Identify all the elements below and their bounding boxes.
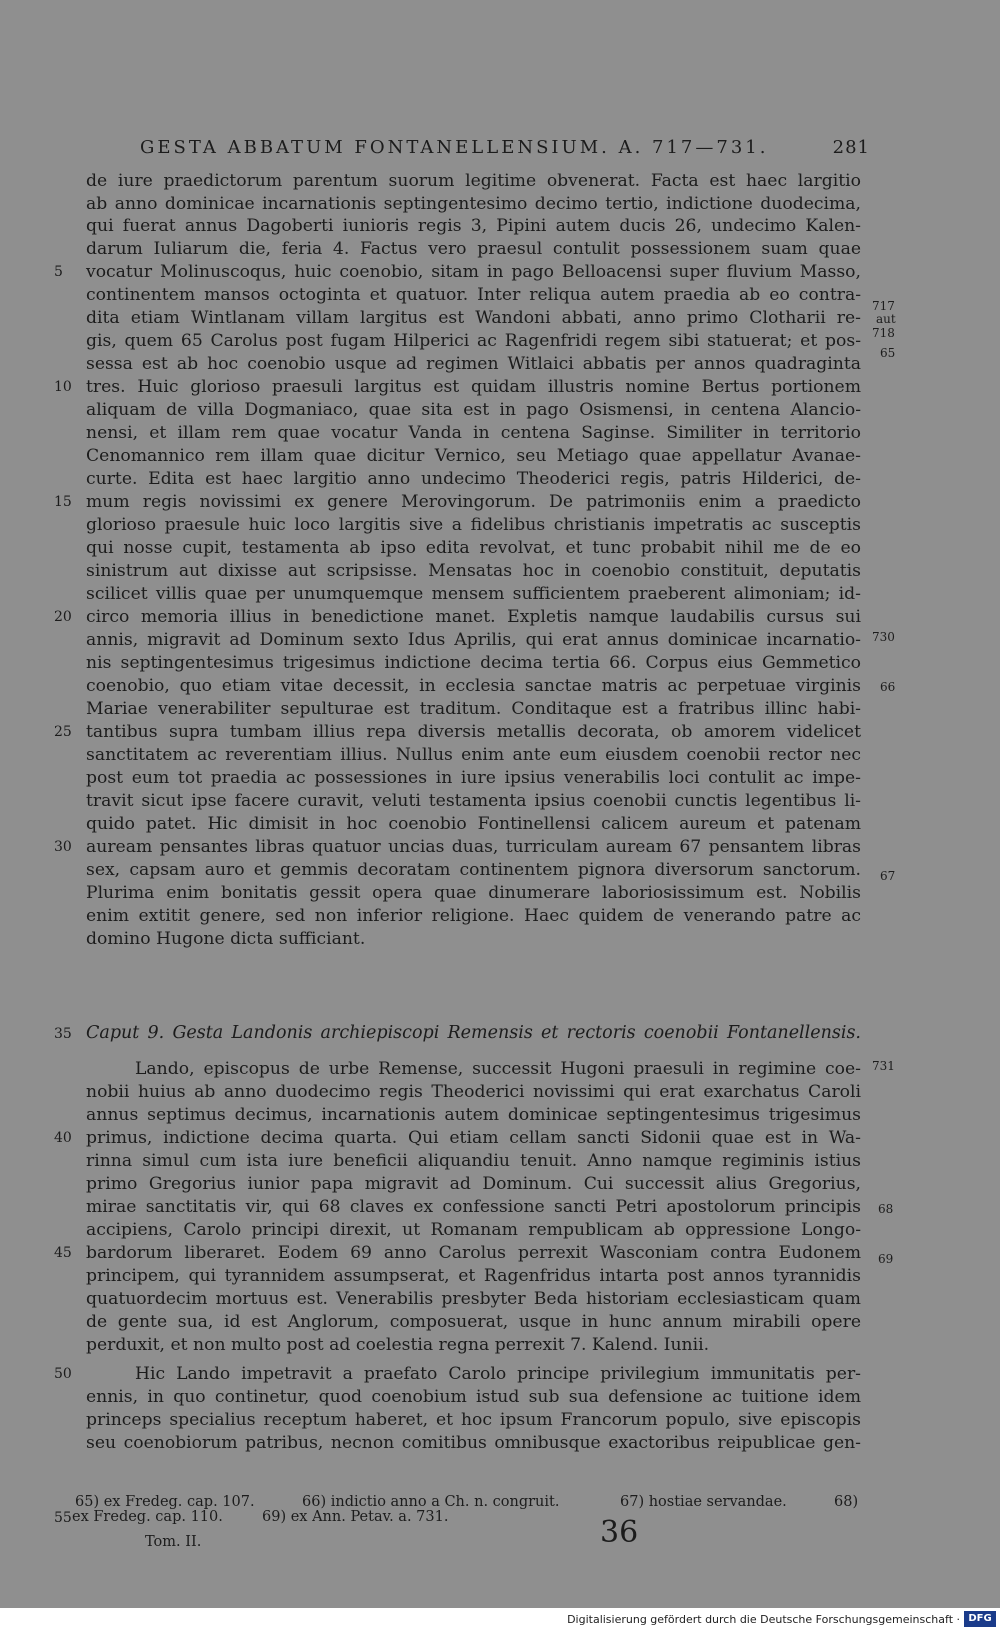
- footnote-65: 65) ex Fredeg. cap. 107.: [75, 1494, 255, 1510]
- credit-text: Digitalisierung gefördert durch die Deutsche Forschungsgemeinschaft ·: [567, 1613, 960, 1626]
- text-line: dita etiam Wintlanam villam largitus est Wandoni abbati, anno primo Clotharii re-: [86, 308, 861, 328]
- line-number: 45: [54, 1245, 72, 1261]
- text-line: de iure praedictorum parentum suorum legitime obvenerat. Facta est haec largitio: [86, 171, 861, 191]
- text-line: aliquam de villa Dogmaniaco, quae sita est in pago Osismensi, in centena Alancio-: [86, 400, 861, 420]
- margin-note: 69: [878, 1252, 894, 1266]
- text-line: Plurima enim bonitatis gessit opera quae dinumerare laboriosissimum est. Nobilis: [86, 883, 861, 903]
- margin-note: 66: [880, 680, 896, 694]
- text-line: curte. Edita est haec largitio anno undecimo Theoderici regis, patris Hilderici, de-: [86, 469, 861, 489]
- text-line: sessa est ab hoc coenobio usque ad regimen Witlaici abbatis per annos quadraginta: [86, 354, 861, 374]
- line-number: 20: [54, 609, 72, 625]
- signature-mark: 36: [600, 1515, 639, 1550]
- tome-label: Tom. II.: [145, 1534, 202, 1550]
- line-number: 30: [54, 839, 72, 855]
- text-line: post eum tot praedia ac possessiones in iure ipsius venerabilis loci contulit ac impe-: [86, 768, 861, 788]
- text-line: de gente sua, id est Anglorum, composuerat, usque in hunc annum mirabili opere: [86, 1312, 861, 1332]
- text-line: quatuordecim mortuus est. Venerabilis presbyter Beda historiam ecclesiasticam quam: [86, 1289, 861, 1309]
- text-line: nis septingentesimus trigesimus indictione decima tertia 66. Corpus eius Gemmetico: [86, 653, 861, 673]
- margin-note: 68: [878, 1202, 894, 1216]
- text-line: coenobio, quo etiam vitae decessit, in ecclesia sanctae matris ac perpetuae virginis: [86, 676, 861, 696]
- text-line: annis, migravit ad Dominum sexto Idus Aprilis, qui erat annus dominicae incarnatio-: [86, 630, 861, 650]
- line-number: 15: [54, 494, 72, 510]
- text-line: gis, quem 65 Carolus post fugam Hilperici ac Ragenfridi regem sibi statuerat; et pos-: [86, 331, 861, 351]
- text-line: qui nosse cupit, testamenta ab ipso edita revolvat, et tunc probabit nihil me de eo: [86, 538, 861, 558]
- text-line: qui fuerat annus Dagoberti iunioris regis 3, Pipini autem ducis 26, undecimo Kalen-: [86, 216, 861, 236]
- text-line: sanctitatem ac reverentiam illius. Nullus enim ante eum eiusdem coenobii rector nec: [86, 745, 861, 765]
- page-number: 281: [832, 137, 870, 158]
- text-line: ab anno dominicae incarnationis septingentesimo decimo tertio, indictione duodecima,: [86, 194, 861, 214]
- text-line: sinistrum aut dixisse aut scripsisse. Mensatas hoc in coenobio constituit, deputatis: [86, 561, 861, 581]
- text-line: seu coenobiorum patribus, necnon comitibus omnibusque exactoribus reipublicae gen-: [86, 1433, 861, 1453]
- text-line: nensi, et illam rem quae vocatur Vanda in centena Saginse. Similiter in territorio: [86, 423, 861, 443]
- text-line: rinna simul cum ista iure beneficii aliquandiu tenuit. Anno namque regiminis istius: [86, 1151, 861, 1171]
- margin-note: aut: [876, 312, 896, 326]
- text-line: bardorum liberaret. Eodem 69 anno Carolus perrexit Wasconiam contra Eudonem: [86, 1243, 861, 1263]
- text-line: auream pensantes libras quatuor uncias duas, turriculam auream 67 pensantem libras: [86, 837, 861, 857]
- text-line: Cenomannico rem illam quae dicitur Vernico, seu Metiago quae appellatur Avanae-: [86, 446, 861, 466]
- header-title: GESTA ABBATUM FONTANELLENSIUM. A. 717—731.: [140, 137, 769, 158]
- text-line: circo memoria illius in benedictione manet. Expletis namque laudabilis cursus sui: [86, 607, 861, 627]
- margin-note: 67: [880, 869, 896, 883]
- text-line: scilicet villis quae per unumquemque mensem sufficientem praeberent alimoniam; id-: [86, 584, 861, 604]
- line-number: 40: [54, 1130, 72, 1146]
- line-number: 50: [54, 1366, 72, 1382]
- line-number: 55: [54, 1510, 72, 1526]
- line-number: 25: [54, 724, 72, 740]
- credit-bar: [0, 1608, 1000, 1632]
- margin-note: 731: [872, 1059, 895, 1073]
- margin-note: 65: [880, 346, 896, 360]
- text-line: annus septimus decimus, incarnationis autem dominicae septingentesimus trigesimus: [86, 1105, 861, 1125]
- text-line: Mariae venerabiliter sepulturae est traditum. Conditaque est a fratribus illinc habi-: [86, 699, 861, 719]
- text-line: Hic Lando impetravit a praefato Carolo principe privilegium immunitatis per-: [135, 1364, 861, 1384]
- footnote-68: ex Fredeg. cap. 110.: [72, 1509, 223, 1525]
- text-line: ennis, in quo continetur, quod coenobium istud sub sua defensione ac tuitione idem: [86, 1387, 861, 1407]
- text-line: tantibus supra tumbam illius repa diversis metallis decorata, ob amorem videlicet: [86, 722, 861, 742]
- line-number: 5: [54, 264, 63, 280]
- text-line: sex, capsam auro et gemmis decoratam continentem pignora diversorum sanctorum.: [86, 860, 861, 880]
- text-line: mirae sanctitatis vir, qui 68 claves ex confessione sancti Petri apostolorum principis: [86, 1197, 861, 1217]
- text-line: continentem mansos octoginta et quatuor. Inter reliqua autem praedia ab eo contra-: [86, 285, 861, 305]
- text-line: enim extitit genere, sed non inferior religione. Haec quidem de venerando patre ac: [86, 906, 861, 926]
- footnote-67: 67) hostiae servandae.: [620, 1494, 787, 1510]
- margin-note: 718: [872, 326, 895, 340]
- text-line: primo Gregorius iunior papa migravit ad Dominum. Cui successit alius Gregorius,: [86, 1174, 861, 1194]
- text-line: glorioso praesule huic loco largitis sive a fidelibus christianis impetratis ac susceptis: [86, 515, 861, 535]
- text-line: darum Iuliarum die, feria 4. Factus vero praesul contulit possessionem suam quae: [86, 239, 861, 259]
- text-line: perduxit, et non multo post ad coelestia regna perrexit 7. Kalend. Iunii.: [86, 1335, 710, 1355]
- text-line: accipiens, Carolo principi direxit, ut Romanam rempublicam ab oppressione Longo-: [86, 1220, 861, 1240]
- footnote-69: 69) ex Ann. Petav. a. 731.: [262, 1509, 449, 1525]
- text-line: princeps specialius receptum haberet, et hoc ipsum Francorum populo, sive episcopis: [86, 1410, 861, 1430]
- margin-note: 730: [872, 630, 895, 644]
- line-number: 10: [54, 379, 72, 395]
- line-number: 35: [54, 1026, 72, 1042]
- text-line: vocatur Molinuscoqus, huic coenobio, sitam in pago Belloacensi super fluvium Masso,: [86, 262, 861, 282]
- text-line: mum regis novissimi ex genere Merovingorum. De patrimoniis enim a praedicto: [86, 492, 861, 512]
- chapter-caption: Caput 9. Gesta Landonis archiepiscopi Remensis et rectoris coenobii Fontanellensis.: [86, 1023, 861, 1043]
- running-header: [140, 137, 870, 158]
- text-line: travit sicut ipse facere curavit, veluti testamenta ipsius coenobii cunctis legentibus li-: [86, 791, 861, 811]
- text-line: principem, qui tyrannidem assumpserat, et Ragenfridus intarta post annos tyrannidis: [86, 1266, 861, 1286]
- text-line: nobii huius ab anno duodecimo regis Theoderici novissimi qui erat exarchatus Caroli: [86, 1082, 861, 1102]
- text-line: quido patet. Hic dimisit in hoc coenobio Fontinellensi calicem aureum et patenam: [86, 814, 861, 834]
- margin-note: 717: [872, 299, 895, 313]
- footnote-68-marker: 68): [834, 1494, 859, 1510]
- text-line: domino Hugone dicta sufficiant.: [86, 929, 366, 949]
- text-line: Lando, episcopus de urbe Remense, successit Hugoni praesuli in regimine coe-: [135, 1059, 861, 1079]
- text-line: tres. Huic glorioso praesuli largitus est quidam illustris nomine Bertus portionem: [86, 377, 861, 397]
- dfg-logo: DFG: [964, 1611, 996, 1627]
- footnote-66: 66) indictio anno a Ch. n. congruit.: [302, 1494, 560, 1510]
- text-line: primus, indictione decima quarta. Qui etiam cellam sancti Sidonii quae est in Wa-: [86, 1128, 861, 1148]
